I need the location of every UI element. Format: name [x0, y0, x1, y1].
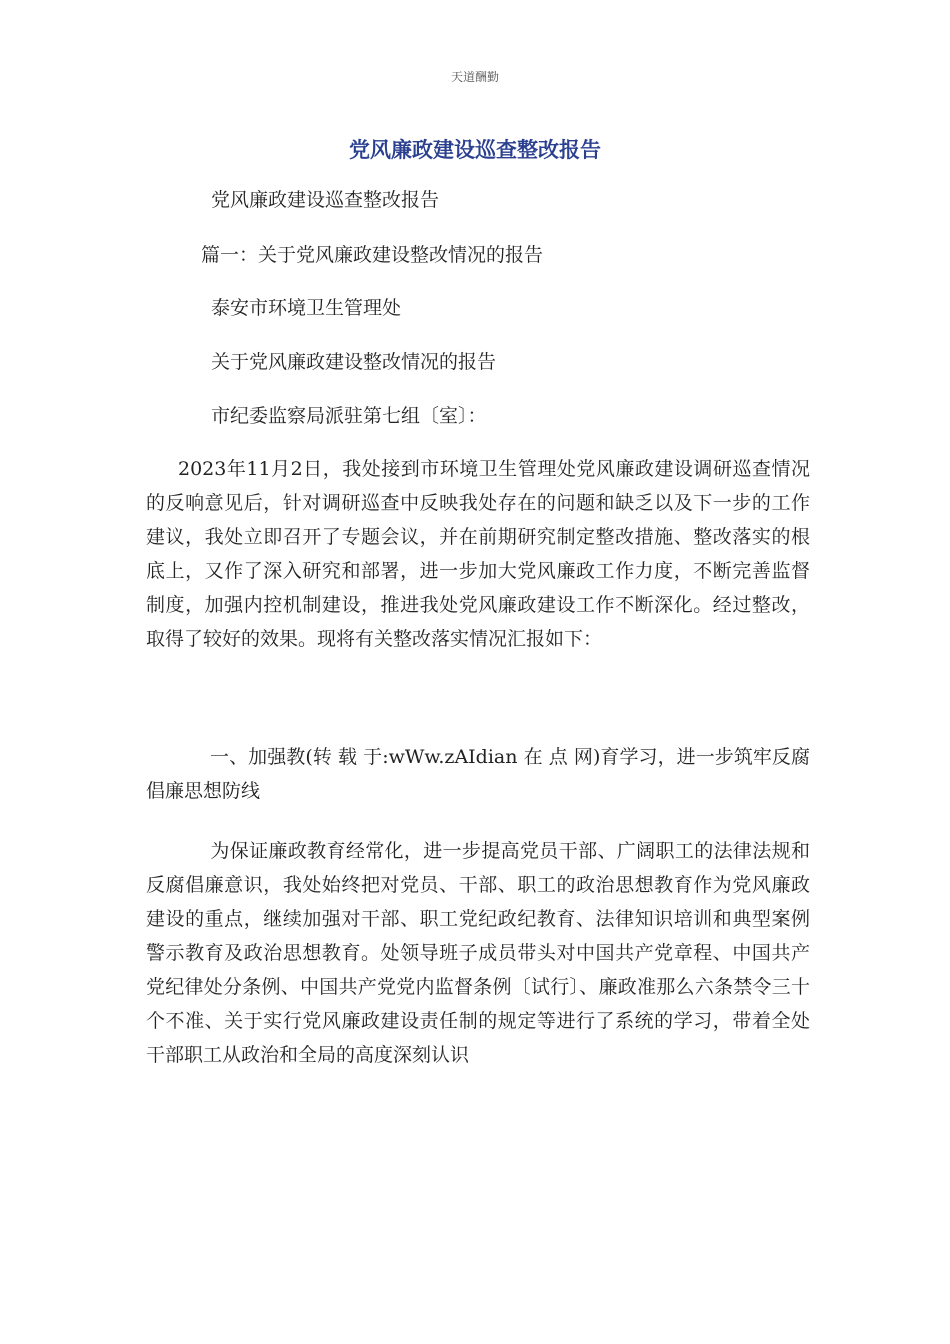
- addressee-line: 市纪委监察局派驻第七组〔室〕：: [211, 405, 487, 427]
- body-paragraph-1: 2023年11月2日，我处接到市环境卫生管理处党风廉政建设调研巡查情况的反响意见后，针对调研巡查中反映我处存在的问题和缺乏以及下一步的工作建议，我处立即召开了专题会议，并在前期研究制定整改措施、整改落实的根底上，又作了深入研究和部署，进一步加大党风廉政工作力度，不断完善监督制度，加强内控机制建设，推进我处党风廉政建设工作不断深化。经过整改，取得了较好的效果。现将有关整改落实情况汇报如下：: [146, 458, 810, 650]
- header-note: 天道酬勤: [450, 70, 499, 84]
- section-heading-1: 一、加强教(转 载 于:wWw.zAIdian 在 点 网)育学习，进一步筑牢反腐倡廉思想防线: [146, 746, 810, 802]
- chapter-heading: 篇一：关于党风廉政建设整改情况的报告: [201, 244, 544, 266]
- body-paragraph-2: 为保证廉政教育经常化，进一步提高党员干部、广阔职工的法律法规和反腐倡廉意识，我处始终把对党员、干部、职工的政治思想教育作为党风廉政建设的重点，继续加强对干部、职工党纪政纪教育、法律知识培训和典型案例警示教育及政治思想教育。处领导班子成员带头对中国共产党章程、中国共产党纪律处分条例、中国共产党党内监督条例〔试行〕、廉政准那么六条禁令三十个不准、关于实行党风廉政建设责任制的规定等进行了系统的学习，带着全处干部职工从政治和全局的高度深刻认识: [146, 840, 810, 1066]
- document-title: 党风廉政建设巡查整改报告: [349, 138, 601, 162]
- subtitle-line: 党风廉政建设巡查整改报告: [211, 189, 440, 211]
- report-title-line: 关于党风廉政建设整改情况的报告: [211, 351, 497, 373]
- organization-name: 泰安市环境卫生管理处: [211, 297, 402, 319]
